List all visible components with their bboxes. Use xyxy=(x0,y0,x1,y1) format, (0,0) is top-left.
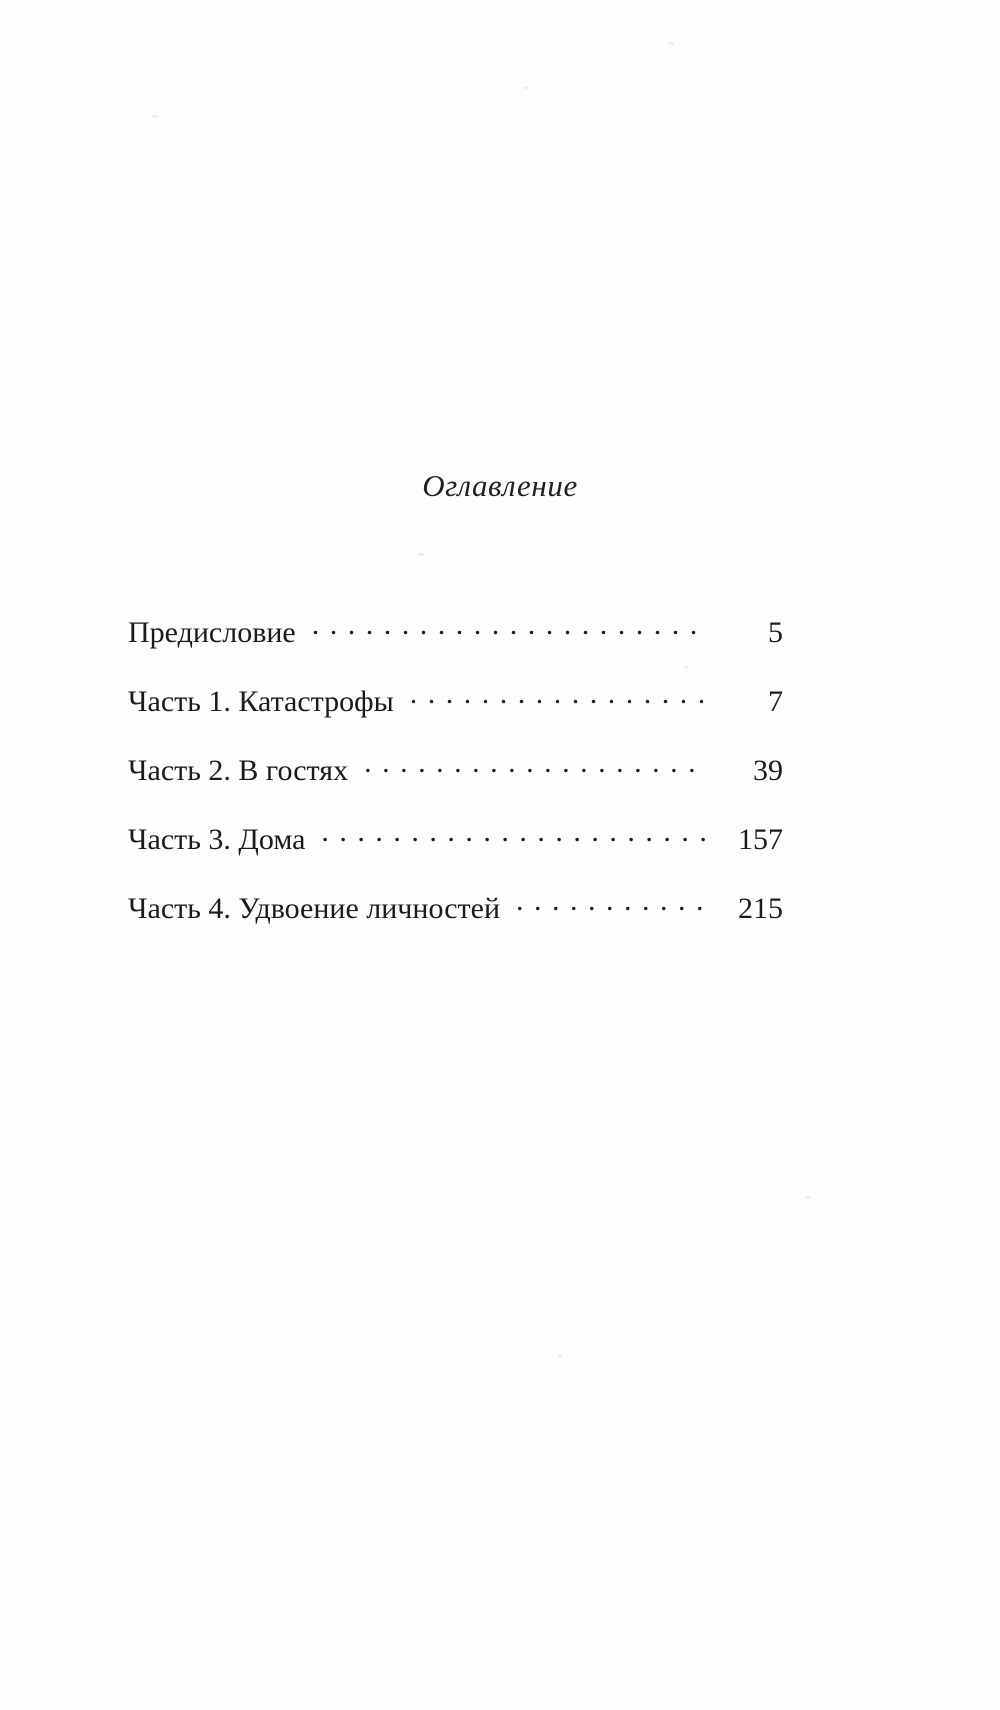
toc-entry-label: Часть 1. Катастрофы xyxy=(128,685,394,718)
list-item[interactable] xyxy=(128,888,783,957)
dot-leader xyxy=(364,750,707,780)
toc-entry-label: Часть 2. В гостях xyxy=(128,754,349,787)
table-of-contents-list xyxy=(128,612,783,957)
list-item[interactable] xyxy=(128,681,783,750)
dot-leader xyxy=(516,888,707,918)
list-item[interactable] xyxy=(128,750,783,819)
dot-leader xyxy=(321,819,707,849)
scan-speck xyxy=(684,666,689,669)
list-item[interactable] xyxy=(128,612,783,681)
toc-entry-label: Часть 3. Дома xyxy=(128,823,306,856)
scan-speck xyxy=(557,1354,563,1357)
list-item[interactable] xyxy=(128,819,783,888)
scan-speck xyxy=(524,86,528,89)
toc-entry-page: 5 xyxy=(768,616,783,649)
toc-entry-page: 215 xyxy=(738,892,783,925)
page-title: Оглавление xyxy=(422,468,578,503)
dot-leader xyxy=(312,612,707,642)
toc-entry-page: 7 xyxy=(768,685,783,718)
toc-entry-page: 39 xyxy=(753,754,783,787)
toc-entry-label: Предисловие xyxy=(128,616,296,649)
toc-entry-page: 157 xyxy=(738,823,783,856)
scan-speck xyxy=(668,42,675,45)
scan-speck xyxy=(418,553,424,556)
dot-leader xyxy=(410,681,707,711)
scan-speck xyxy=(805,1196,811,1199)
toc-entry-label: Часть 4. Удвоение личностей xyxy=(128,892,500,925)
scan-speck xyxy=(152,115,157,118)
